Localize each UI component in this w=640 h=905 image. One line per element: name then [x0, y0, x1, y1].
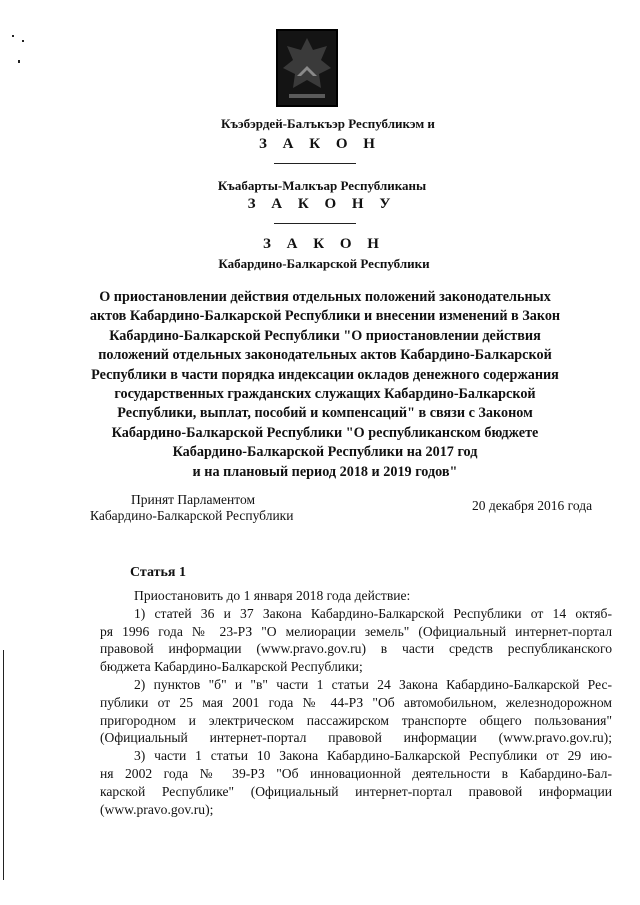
- heading-divider: [274, 163, 356, 164]
- article-text-line: ня 2002 года № 39-РЗ "Об инновационной деятельности в Кабардино-Бал-: [100, 765, 612, 781]
- article-text-line: карской Республике" (Официальный интернет-портал правовой информации: [100, 783, 612, 799]
- article-text-line: публики от 25 мая 2001 года № 44-РЗ "Об автомобильном, железнодорожном: [100, 694, 612, 710]
- article-text-line: бюджета Кабардино-Балкарской Республики;: [100, 659, 363, 675]
- article-body: [100, 587, 612, 818]
- title-line: Кабардино-Балкарской Республики "О приостановлении действия: [109, 327, 541, 344]
- article-text-line: (www.pravo.gov.ru);: [100, 801, 214, 817]
- scan-speck: [22, 40, 24, 42]
- scan-edge-line: [3, 650, 4, 880]
- adoption-body-line2: Кабардино-Балкарской Республики: [90, 508, 294, 523]
- coat-of-arms-emblem: [275, 28, 339, 108]
- kabardian-republic-heading: Къэбэрдей-Балъкъэр Республикэм и: [221, 116, 435, 131]
- article-text-line: 2) пунктов "б" и "в" части 1 статьи 24 Закона Кабардино-Балкарской Рес-: [134, 676, 612, 692]
- article-text-line: 1) статей 36 и 37 Закона Кабардино-Балкарской Республики от 14 октяб-: [134, 605, 612, 621]
- adoption-date: 20 декабря 2016 года: [472, 498, 593, 513]
- title-line: Кабардино-Балкарской Республики "О республиканском бюджете: [111, 424, 539, 441]
- title-line: и на плановый период 2018 и 2019 годов": [192, 463, 458, 480]
- title-line: Республики в части порядка индексации окладов денежного содержания: [91, 366, 559, 383]
- russian-republic-heading: Кабардино-Балкарской Республики: [218, 256, 430, 271]
- title-line: актов Кабардино-Балкарской Республики и внесении изменений в Закон: [89, 308, 561, 325]
- article-text-line: 3) части 1 статьи 10 Закона Кабардино-Балкарской Республики от 29 ию-: [134, 748, 612, 764]
- article-text-line: Приостановить до 1 января 2018 года действие:: [134, 588, 411, 603]
- article-text-line: (Официальный интернет-портал правовой информации (www.pravo.gov.ru);: [100, 730, 612, 746]
- scan-speck: [18, 60, 20, 63]
- heading-divider: [274, 223, 356, 224]
- balkar-republic-heading: Къабарты-Малкъар Республиканы: [217, 178, 427, 193]
- article-text-line: ря 1996 года № 23-РЗ "О мелиорации земель" (Официальный интернет-портал: [100, 623, 612, 639]
- article-text-line: пригородном и электрическом пассажирском транспорте общего пользования": [100, 712, 612, 728]
- title-line: О приостановлении действия отдельных положений законодательных: [99, 289, 551, 305]
- law-title: [80, 288, 570, 482]
- title-line: государственных гражданских служащих Кабардино-Балкарской: [114, 386, 536, 403]
- russian-law-heading: З А К О Н: [263, 236, 385, 252]
- balkar-law-heading: З А К О Н У: [247, 196, 397, 212]
- title-line: положений отдельных законодательных актов Кабардино-Балкарской: [98, 347, 552, 364]
- title-line: Республики, выплат, пособий и компенсаций" в связи с Законом: [117, 405, 533, 422]
- scan-speck: [12, 35, 14, 37]
- kabardian-law-heading: З А К О Н: [259, 136, 381, 152]
- adoption-body-line1: Принят Парламентом: [131, 492, 255, 507]
- article-text-line: правовой информации (www.pravo.gov.ru) в части средств республиканского: [100, 641, 612, 657]
- article-heading: Статья 1: [130, 565, 186, 580]
- title-line: Кабардино-Балкарской Республики на 2017 год: [172, 444, 478, 461]
